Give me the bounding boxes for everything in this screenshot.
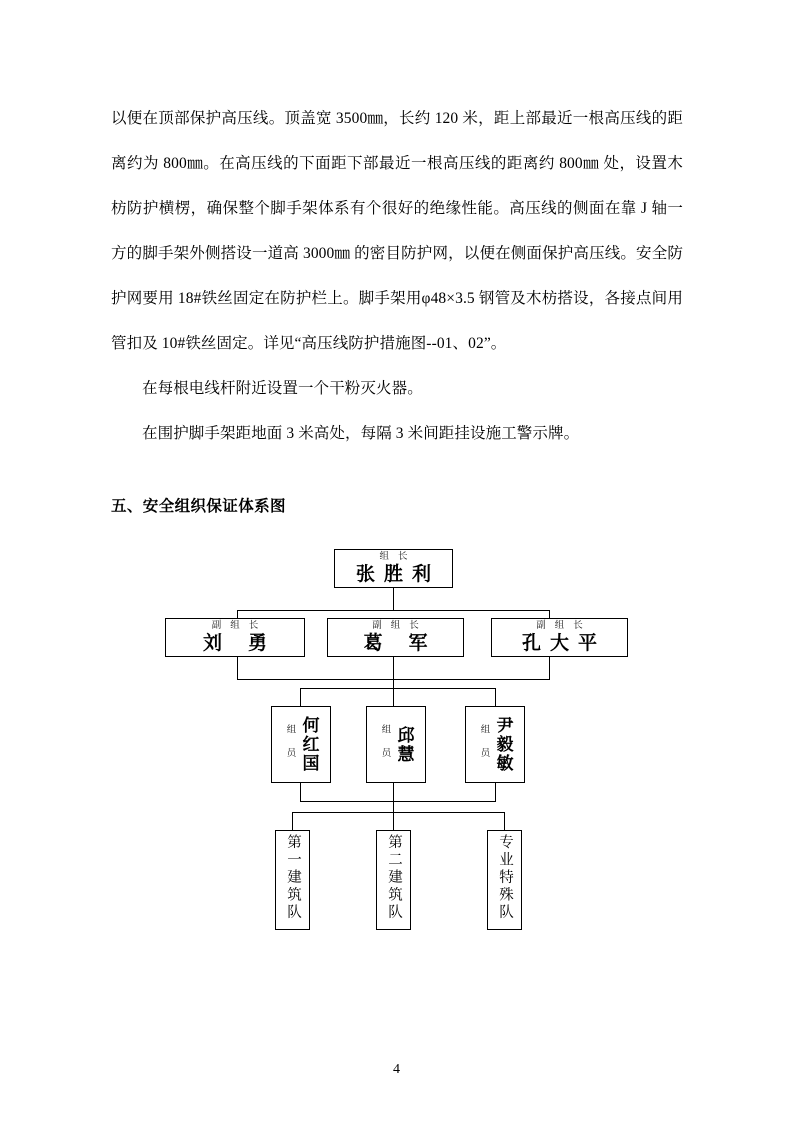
connector-l2-right-drop bbox=[549, 610, 550, 619]
org-node-name: 何红国 bbox=[298, 716, 319, 773]
connector-l3-bus bbox=[300, 688, 495, 689]
connector-l2-left-drop bbox=[237, 610, 238, 619]
org-node-name: 邱慧 bbox=[393, 725, 414, 764]
connector-l2b-down bbox=[393, 657, 394, 688]
connector-l3c-down bbox=[495, 783, 496, 802]
connector-l4-right-drop bbox=[504, 812, 505, 830]
org-node-role: 组长 bbox=[379, 551, 417, 562]
connector-l3-left-drop bbox=[300, 688, 301, 706]
connector-l4-mid-drop bbox=[393, 812, 394, 830]
connector-l3a-down bbox=[300, 783, 301, 802]
org-node-name: 刘勇 bbox=[202, 632, 293, 654]
org-node-member-1 bbox=[271, 706, 331, 783]
org-node-role: 组员 bbox=[379, 723, 391, 771]
connector-l2c-down bbox=[549, 657, 550, 680]
org-node-deputy-3 bbox=[491, 618, 628, 657]
org-node-member-2 bbox=[366, 706, 426, 783]
connector-l3b-down bbox=[393, 783, 394, 813]
org-node-name: 葛军 bbox=[363, 632, 454, 654]
org-node-label: 专业特殊队 bbox=[497, 834, 513, 922]
connector-l3-lower-bus bbox=[300, 801, 496, 802]
org-node-role: 副组长 bbox=[372, 620, 428, 631]
org-node-name: 尹毅敏 bbox=[492, 716, 513, 773]
org-node-team-1 bbox=[275, 830, 310, 930]
org-node-name: 孔大平 bbox=[521, 632, 606, 654]
connector-l2-lower-bus bbox=[237, 679, 550, 680]
org-node-role: 组员 bbox=[478, 723, 490, 771]
org-node-member-3 bbox=[465, 706, 525, 783]
paragraph-3: 在围护脚手架距地面 3 米高处，每隔 3 米间距挂设施工警示牌。 bbox=[142, 425, 580, 442]
connector-l4-bus bbox=[292, 812, 505, 813]
org-node-team-3 bbox=[487, 830, 522, 930]
org-node-role: 副组长 bbox=[536, 620, 592, 631]
connector-l1-down bbox=[393, 588, 394, 611]
paragraph-2: 在每根电线杆附近设置一个干粉灭火器。 bbox=[142, 380, 423, 397]
connector-l2a-down bbox=[237, 657, 238, 680]
paragraph-1: 以便在顶部保护高压线。顶盖宽 3500㎜，长约 120 米，距上部最近一根高压线的距离约为 800㎜。在高压线的下面距下部最近一根高压线的距离约 800㎜ 处，设置木枋防护横楞，确保整个脚手架体系有个很好的绝缘性能。高压线的侧面在靠 J 轴一方的脚手架外侧搭设一道高 3000㎜ 的密目防护网，以便在侧面保护高压线。安全防护网要用 18#铁丝固定在防护栏上。脚手架用φ48×3.5 钢管及木枋搭设，各接点间用管扣及 10#铁丝固定。详见“高压线防护措施图--01、02”。 bbox=[111, 110, 683, 352]
org-node-label: 第二建筑队 bbox=[386, 834, 402, 922]
org-node-label: 第一建筑队 bbox=[285, 834, 301, 922]
org-node-role: 组员 bbox=[284, 723, 296, 771]
page-number: 4 bbox=[393, 1062, 400, 1077]
connector-l4-left-drop bbox=[292, 812, 293, 830]
org-node-team-2 bbox=[376, 830, 411, 930]
org-node-deputy-2 bbox=[327, 618, 464, 657]
connector-l3-mid-drop bbox=[393, 688, 394, 706]
connector-l3-right-drop bbox=[495, 688, 496, 706]
section-heading: 五、安全组织保证体系图 bbox=[111, 497, 286, 515]
org-node-deputy-1 bbox=[165, 618, 305, 657]
org-node-name: 张胜利 bbox=[355, 563, 440, 585]
document-body bbox=[111, 96, 683, 456]
connector-l2-bus bbox=[237, 610, 550, 611]
org-node-leader bbox=[334, 549, 453, 588]
org-node-role: 副组长 bbox=[211, 620, 268, 631]
